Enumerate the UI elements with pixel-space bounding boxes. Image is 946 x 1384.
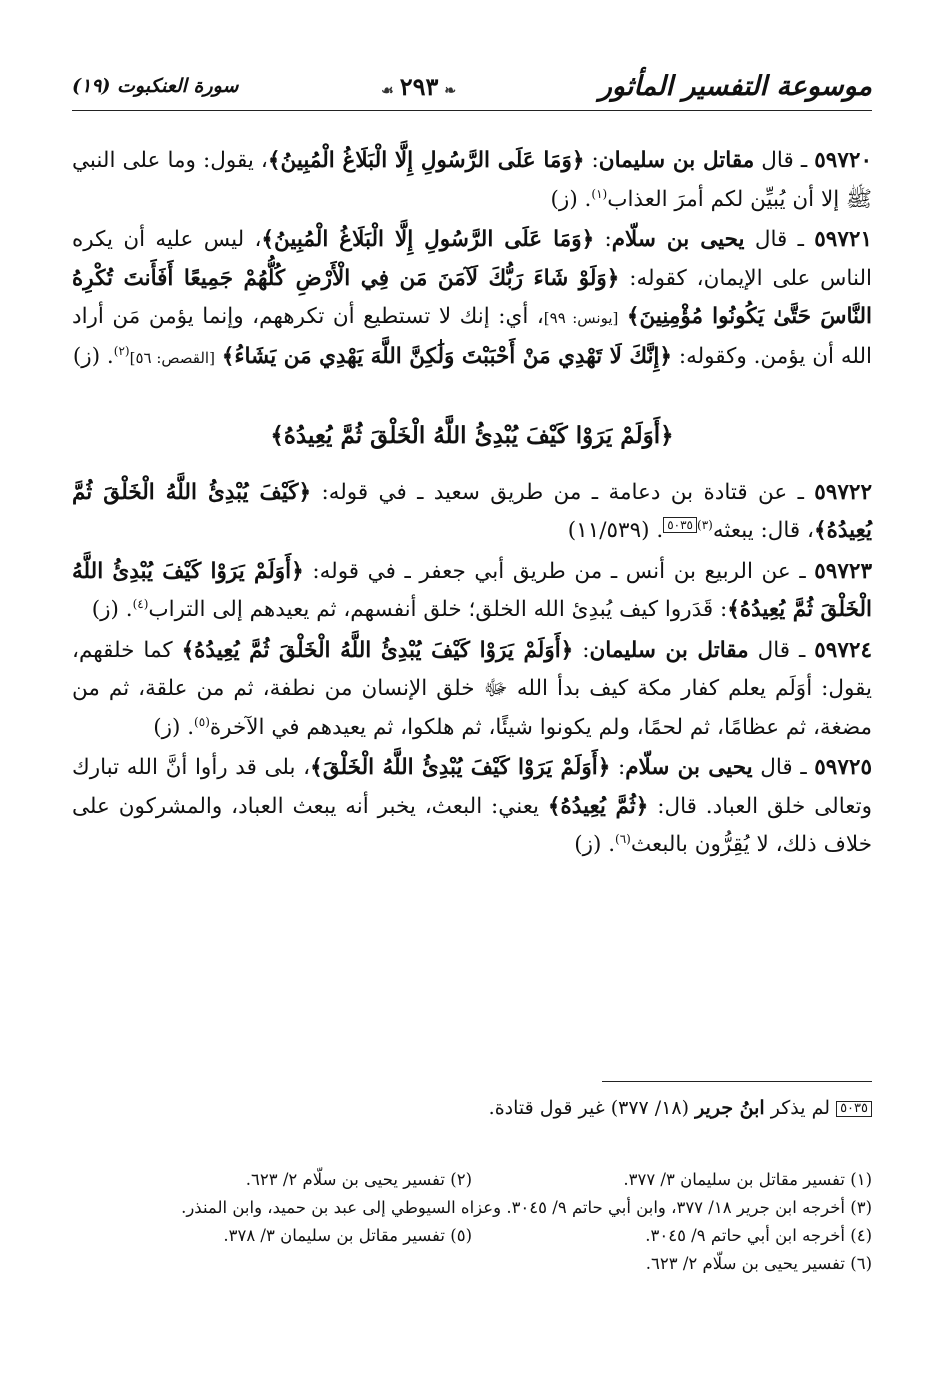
page-header (72, 62, 872, 111)
footnotes (72, 1166, 872, 1278)
quran-verse: ﴿وَلَوْ شَاءَ رَبُّكَ لَآمَنَ مَن فِي الْأَرْضِ كُلُّهُمْ جَمِيعًا أَفَأَنتَ تُكْرِهُ النَّاسَ حَتَّىٰ يَكُونُوا مُؤْمِنِينَ﴾ (72, 265, 873, 329)
page-number (375, 72, 462, 101)
ornament-left-icon: ☙ (381, 82, 394, 99)
surah-title: سورة العنكبوت (١٩) (72, 75, 239, 97)
quran-verse: ﴿إِنَّكَ لَا تَهْدِي مَنْ أَحْبَبْتَ وَلَٰكِنَّ اللَّهَ يَهْدِي مَن يَشَاءُ﴾ (221, 343, 672, 369)
section-verse-heading: ﴿أَوَلَمْ يَرَوْا كَيْفَ يُبْدِئُ اللَّهُ الْخَلْقَ ثُمَّ يُعِيدُهُ﴾ (270, 422, 674, 449)
footnote-marker: (٦) (615, 831, 631, 846)
footnote-marker: (٢) (113, 343, 130, 358)
entry-59721: ٥٩٧٢١ ـ قال يحيى بن سلّام: ﴿وَمَا عَلَى الرَّسُولِ إِلَّا الْبَلَاغُ الْمُبِينُ﴾، ليس عليه أن يكره الناس على الإيمان، كقوله: ﴿وَلَوْ شَاءَ رَبُّكَ لَآمَنَ مَن فِي الْأَرْضِ كُلُّهُمْ جَمِيعًا أَفَأَنتَ تُكْرِهُ النَّاسَ حَتَّىٰ يَكُونُوا مُؤْمِنِينَ﴾ [يونس: ٩٩]، أي: إنك لا تستطيع أن تكرههم، وإنما يؤمن مَن أراد الله أن يؤمن. وكقوله: ﴿إِنَّكَ لَا تَهْدِي مَنْ أَحْبَبْتَ وَلَٰكِنَّ اللَّهَ يَهْدِي مَن يَشَاءُ﴾ [القصص: ٥٦]$^{(٢)}$. (ز) (72, 227, 873, 369)
entry-59720: ٥٩٧٢٠ ـ قال مقاتل بن سليمان: ﴿وَمَا عَلَى الرَّسُولِ إِلَّا الْبَلَاغُ الْمُبِينُ﴾، يقول: وما على النبي ﷺ إلا أن يُبيِّن لكم أمرَ العذاب$^{(١)}$. (ز) (72, 148, 872, 212)
note-reference-box: ٥٠٣٥ (836, 1101, 872, 1117)
editor-note: ٥٠٣٥ لم يذكر ابنُ جرير (١٨/ ٣٧٧) غير قول قتادة. (72, 1093, 872, 1123)
footnote-marker: (٥) (194, 714, 210, 729)
entry-59724: ٥٩٧٢٤ ـ قال مقاتل بن سليمان: ﴿أَوَلَمْ يَرَوْا كَيْفَ يُبْدِئُ اللَّهُ الْخَلْقَ ثُمَّ يُعِيدُهُ﴾ كما خلقهم، يقول: أوَلَم يعلم كفار مكة كيف بدأ الله ﷻ خلق الإنسان من نطفة، ثم من علقة، ثم من مضغة، ثم عظامًا، ثم لحمًا، ولم يكونوا شيئًا، ثم هلكوا، ثم يعيدهم في الآخرة$^{(٥)}$. (ز) (72, 637, 872, 740)
footnote-marker: (١) (591, 186, 608, 201)
speaker-name: مقاتل بن سليمان (589, 637, 749, 663)
quran-verse: ﴿كَيْفَ يُبْدِئُ اللَّهُ الْخَلْقَ ثُمَّ يُعِيدُهُ﴾ (72, 479, 872, 543)
quran-verse: ﴿أَوَلَمْ يَرَوْا كَيْفَ يُبْدِئُ اللَّهُ الْخَلْقَ ثُمَّ يُعِيدُهُ﴾ (181, 637, 574, 663)
entry-number: ٥٩٧٢٤ (814, 637, 872, 663)
entry-59722: ٥٩٧٢٢ ـ عن قتادة بن دعامة ـ من طريق سعيد ـ في قوله: ﴿كَيْفَ يُبْدِئُ اللَّهُ الْخَلْقَ ثُمَّ يُعِيدُهُ﴾، قال: يبعثه$^{(٣)}$٥٠٣٥. (١١/٥٣٩) (72, 479, 872, 543)
footnote-row (72, 1166, 872, 1194)
entry-number: ٥٩٧٢٢ (814, 479, 872, 505)
footnote-row (72, 1250, 872, 1278)
quran-verse: ﴿أَوَلَمْ يَرَوْا كَيْفَ يُبْدِئُ اللَّهُ الْخَلْقَ ثُمَّ يُعِيدُهُ﴾ (72, 558, 872, 622)
footnote-3: (٣) أخرجه ابن جرير ١٨/ ٣٧٧، وابن أبي حاتم ٩/ ٣٠٤٥. وعزاه السيوطي إلى عبد بن حميد، وابن المنذر. (181, 1198, 872, 1217)
footnote-5: (٥) تفسير مقاتل بن سليمان ٣/ ٣٧٨. (223, 1226, 472, 1245)
quran-verse: ﴿وَمَا عَلَى الرَّسُولِ إِلَّا الْبَلَاغُ الْمُبِينُ﴾ (267, 148, 585, 173)
footnote-divider (602, 1081, 872, 1082)
book-title: موسوعة التفسير المأثور (598, 70, 872, 102)
footnote-2: (٢) تفسير يحيى بن سلّام ٢/ ٦٢٣. (245, 1170, 472, 1189)
speaker-name: يحيى بن سلّام (611, 227, 745, 252)
entry-number: ٥٩٧٢٣ (814, 558, 872, 584)
verse-reference: [يونس: ٩٩] (543, 309, 619, 327)
footnote-4: (٤) أخرجه ابن أبي حاتم ٩/ ٣٠٤٥. (645, 1226, 872, 1245)
footnote-1: (١) تفسير مقاتل بن سليمان ٣/ ٣٧٧. (623, 1170, 872, 1189)
main-text (72, 142, 872, 867)
entry-59723: ٥٩٧٢٣ ـ عن الربيع بن أنس ـ من طريق أبي جعفر ـ في قوله: ﴿أَوَلَمْ يَرَوْا كَيْفَ يُبْدِئُ اللَّهُ الْخَلْقَ ثُمَّ يُعِيدُهُ﴾: قَدَروا كيف يُبدِئ الله الخلق؛ خلق أنفسهم، ثم يعيدهم إلى التراب$^{(٤)}$. (ز) (72, 558, 872, 622)
quran-verse: ﴿وَمَا عَلَى الرَّسُولِ إِلَّا الْبَلَاغُ الْمُبِينُ﴾ (261, 227, 595, 252)
page-number-text: ٢٩٣ (399, 71, 439, 101)
speaker-name: مقاتل بن سليمان (598, 148, 755, 173)
footnote-6: (٦) تفسير يحيى بن سلّام ٢/ ٦٢٣. (645, 1254, 872, 1273)
note-name: ابنُ جرير (695, 1097, 765, 1119)
footnote-marker: (٣) (697, 517, 713, 532)
quran-verse: ﴿ثُمَّ يُعِيدُهُ﴾ (547, 793, 649, 819)
verse-reference: [القصص: ٥٦] (129, 348, 215, 367)
ornament-right-icon: ❧ (444, 82, 457, 99)
footnote-marker: (٤) (132, 596, 149, 611)
entry-59725: ٥٩٧٢٥ ـ قال يحيى بن سلّام: ﴿أَوَلَمْ يَرَوْا كَيْفَ يُبْدِئُ اللَّهُ الْخَلْقَ﴾، بلى قد رأوا أنَّ الله تبارك وتعالى خلق العباد. قال: ﴿ثُمَّ يُعِيدُهُ﴾ يعني: البعث، يخبر أنه يبعث العباد، والمشركون على خلاف ذلك، لا يُقِرُّون بالبعث$^{(٦)}$. (ز) (72, 755, 872, 857)
entry-number: ٥٩٧٢١ (814, 227, 872, 252)
footnote-row (72, 1222, 872, 1250)
entry-number: ٥٩٧٢٥ (814, 755, 872, 780)
quran-verse: ﴿أَوَلَمْ يَرَوْا كَيْفَ يُبْدِئُ اللَّهُ الْخَلْقَ﴾ (310, 755, 611, 780)
footnote-row (72, 1194, 872, 1222)
entry-number: ٥٩٧٢٠ (814, 148, 872, 173)
speaker-name: يحيى بن سلّام (625, 755, 753, 780)
note-reference-box: ٥٠٣٥ (663, 517, 697, 533)
